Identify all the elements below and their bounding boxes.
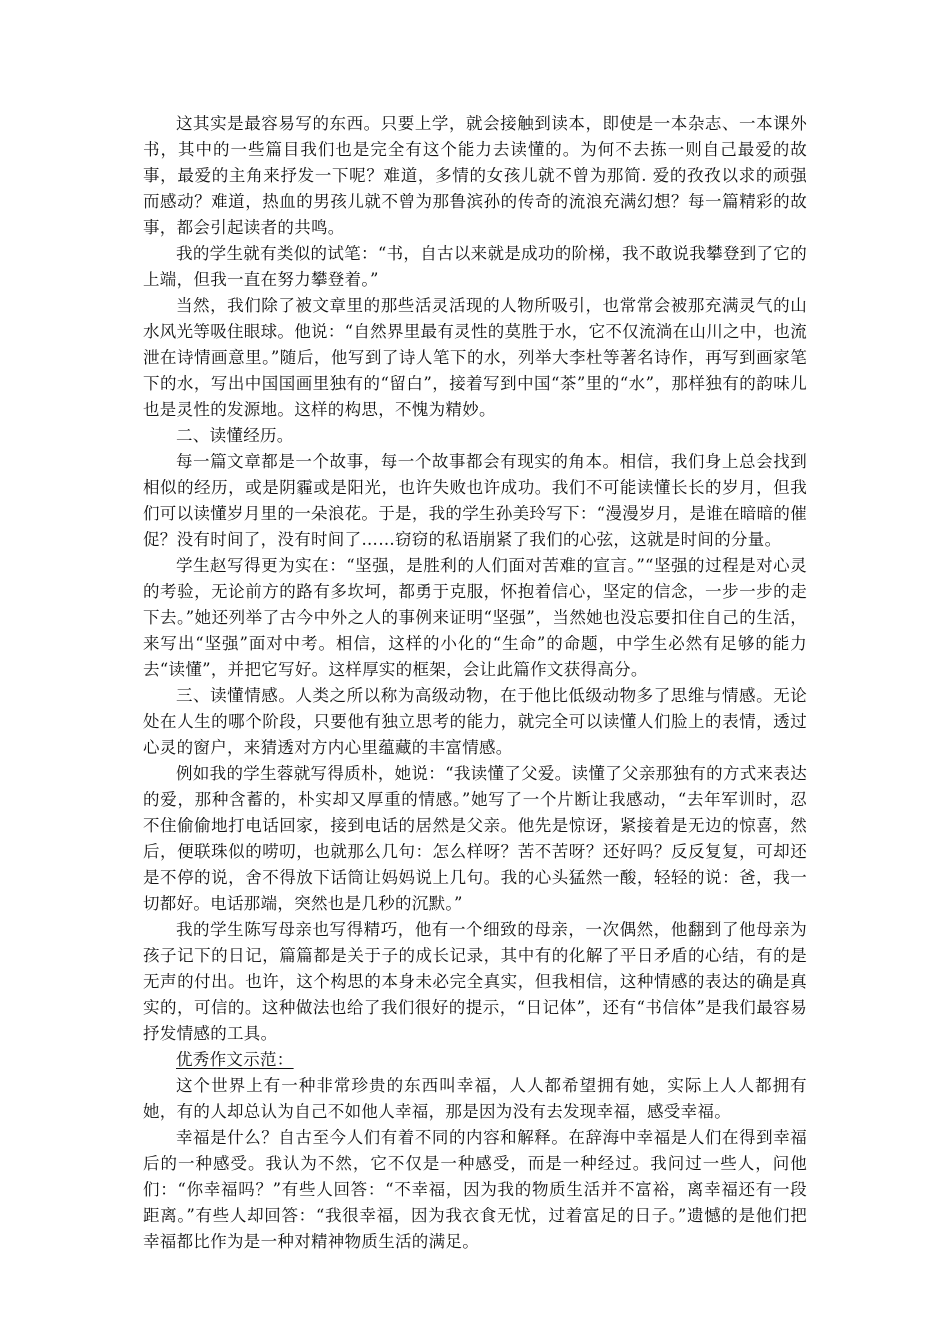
document-body [143, 111, 807, 1255]
paragraph-father-love: 例如我的学生蓉就写得质朴，她说：“我读懂了父爱。读懂了父亲那独有的方式来表达的爱，那种含蓄的，朴实却又厚重的情感。”她写了一个片断让我感动，“去年军训时，忍不住偷偷地打电话回家，接到电话的居然是父亲。他先是惊讶，紧接着是无边的惊喜，然后，便联珠似的唠叨，也就那么几句：怎么样呀？苦不苦呀？还好吗？反反复复，可却还是不停的说，舍不得放下话筒让妈妈说上几句。我的心头猛然一酸，轻轻的说：爸，我一切都好。电话那端，突然也是几秒的沉默。” [143, 764, 807, 913]
paragraph-happiness-definition: 幸福是什么？自古至今人们有着不同的内容和解释。在辞海中幸福是人们在得到幸福后的一种感受。我认为不然，它不仅是一种感受，而是一种经过。我问过一些人，问他们：“你幸福吗？”有些人回答：“不幸福，因为我的物质生活并不富裕，离幸福还有一段距离。”有些人却回答：“我很幸福，因为我衣食无忧，过着富足的日子。”遗憾的是他们把幸福都比作为是一种对精神物质生活的满足。 [143, 1128, 807, 1251]
paragraph-landscape-water: 当然，我们除了被文章里的那些活灵活现的人物所吸引，也常常会被那充满灵气的山水风光等吸住眼球。他说：“自然界里最有灵性的莫胜于水，它不仅流淌在山川之中，也流泄在诗情画意里。”随后，他写到了诗人笔下的水，列举大李杜等著名诗作，再写到画家笔下的水，写出中国国画里独有的“留白”，接着写到中国“茶”里的“水”，那样独有的韵味儿也是灵性的发源地。这样的构思，不愧为精妙。 [143, 296, 807, 419]
paragraph-experience: 每一篇文章都是一个故事，每一个故事都会有现实的角本。相信，我们身上总会找到相似的经历，或是阴霾或是阳光，也许失败也许成功。我们不可能读懂长长的岁月，但我们可以读懂岁月里的一朵浪花。于是，我的学生孙美玲写下：“漫漫岁月，是谁在暗暗的催促？没有时间了，没有时间了……窃窃的私语崩紧了我们的心弦，这就是时间的分量。 [143, 452, 807, 549]
paragraph-reading-books: 这其实是最容易写的东西。只要上学，就会接触到读本，即使是一本杂志、一本课外书，其中的一些篇目我们也是完全有这个能力去读懂的。为何不去拣一则自己最爱的故事，最爱的主角来抒发一下呢？难道，多情的女孩儿就不曾为那简. 爱的孜孜以求的顽强而感动？难道，热血的男孩儿就不曾为那鲁滨孙的传奇的流浪充满幻想？每一篇精彩的故事，都会引起读者的共鸣。 [143, 114, 807, 237]
section-heading-experience: 二、读懂经历。 [176, 426, 294, 445]
paragraph-student-quote-books: 我的学生就有类似的试笔：“书，自古以来就是成功的阶梯，我不敢说我攀登到了它的上端，但我一直在努力攀登着。” [143, 244, 807, 289]
paragraph-strength: 学生赵写得更为实在：“坚强，是胜利的人们面对苦难的宣言。”“坚强的过程是对心灵的考验，无论前方的路有多坎坷，都勇于克服，怀抱着信心，坚定的信念，一步一步的走下去。”她还列举了古今中外之人的事例来证明“坚强”，当然她也没忘要扣住自己的生活，来写出“坚强”面对中考。相信，这样的小化的“生命”的命题，中学生必然有足够的能力去“读懂”，并把它写好。这样厚实的框架，会让此篇作文获得高分。 [143, 556, 807, 679]
excellent-essay-heading: 优秀作文示范： [176, 1050, 294, 1069]
paragraph-mother-diary: 我的学生陈写母亲也写得精巧，他有一个细致的母亲，一次偶然，他翻到了他母亲为孩子记下的日记，篇篇都是关于子的成长记录，其中有的化解了平日矛盾的心结，有的是无声的付出。也许，这个构思的本身未必完全真实，但我相信，这种情感的表达的确是真实的，可信的。这种做法也给了我们很好的提示，“日记体”，还有“书信体”是我们最容易抒发情感的工具。 [143, 920, 807, 1043]
paragraph-happiness-intro: 这个世界上有一种非常珍贵的东西叫幸福，人人都希望拥有她，实际上人人都拥有她，有的人却总认为自己不如他人幸福，那是因为没有去发现幸福，感受幸福。 [143, 1076, 807, 1121]
paragraph-emotion: 三、读懂情感。人类之所以称为高级动物，在于他比低级动物多了思维与情感。无论处在人生的哪个阶段，只要他有独立思考的能力，就完全可以读懂人们脸上的表情，透过心灵的窗户，来猜透对方内心里蕴藏的丰富情感。 [143, 686, 807, 757]
